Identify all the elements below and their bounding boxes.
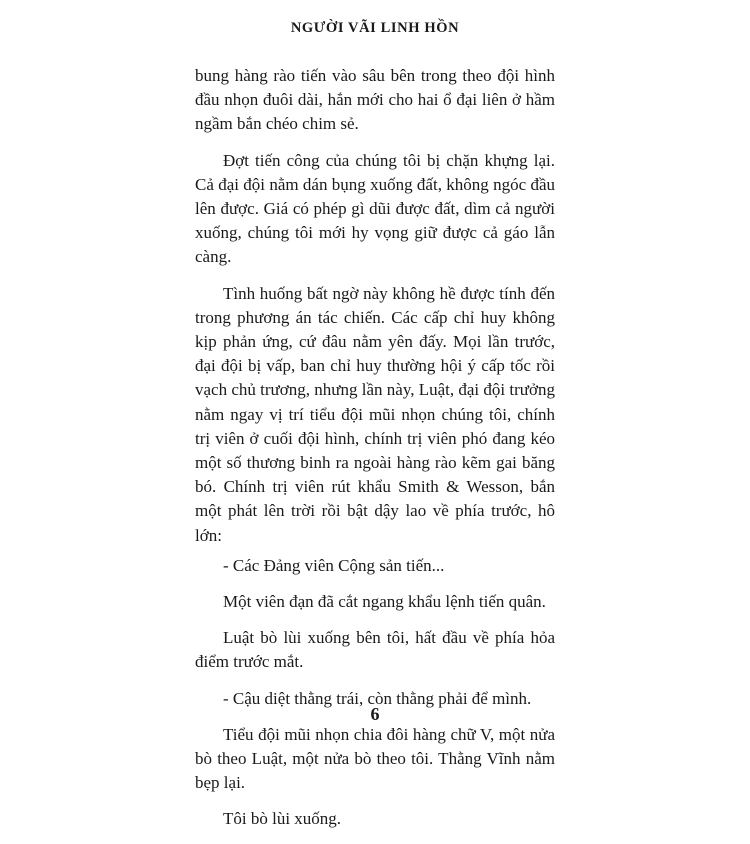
- running-head: NGƯỜI VÃI LINH HỒN: [290, 20, 460, 36]
- paragraph: Tiểu đội mũi nhọn chia đôi hàng chữ V, một nửa bò theo Luật, một nửa bò theo tôi. Thằng Vĩnh nằm bẹp lại.: [195, 724, 555, 793]
- paragraph: - Cậu diệt thằng trái, còn thằng phải để mình.: [223, 688, 532, 708]
- paragraph: Tình huống bất ngờ này không hề được tính đến trong phương án tác chiến. Các cấp chỉ huy không kịp phản ứng, cứ đâu nằm yên đấy. Mọi lần trước, đại đội bị vấp, ban chỉ huy thường hội ý cấp tốc rồi vạch chủ trương, nhưng lần này, Luật, đại đội trưởng nằm ngay vị trí tiểu đội mũi nhọn chúng tôi, chính trị viên ở cuối đội hình, chính trị viên phó đang kéo một số thương binh ra ngoài hàng rào kẽm gai băng bó. Chính trị viên rút khẩu Smith & Wesson, bắn một phát lên trời rồi bật dậy lao về phía trước, hô lớn:: [195, 283, 555, 545]
- page-number: 6: [370, 704, 380, 724]
- paragraph: bung hàng rào tiến vào sâu bên trong theo đội hình đầu nhọn đuôi dài, hắn mới cho hai ổ đại liên ở hầm ngầm bắn chéo chim sẻ.: [195, 66, 555, 134]
- paragraph: - Các Đảng viên Cộng sản tiến...: [223, 555, 445, 575]
- paragraph: Đợt tiến công của chúng tôi bị chặn khựng lại. Cả đại đội nằm dán bụng xuống đất, không ngóc đầu lên được. Giá có phép gì dũi được đất, dìm cả người xuống, chúng tôi mới hy vọng giữ được cả gáo lẫn càng.: [195, 150, 555, 267]
- body-text: [195, 64, 555, 844]
- paragraph: Tôi bò lùi xuống.: [223, 809, 342, 829]
- paragraph: Một viên đạn đã cắt ngang khẩu lệnh tiến quân.: [223, 592, 546, 612]
- paragraph: Luật bò lùi xuống bên tôi, hất đầu về phía hỏa điểm trước mắt.: [195, 628, 555, 672]
